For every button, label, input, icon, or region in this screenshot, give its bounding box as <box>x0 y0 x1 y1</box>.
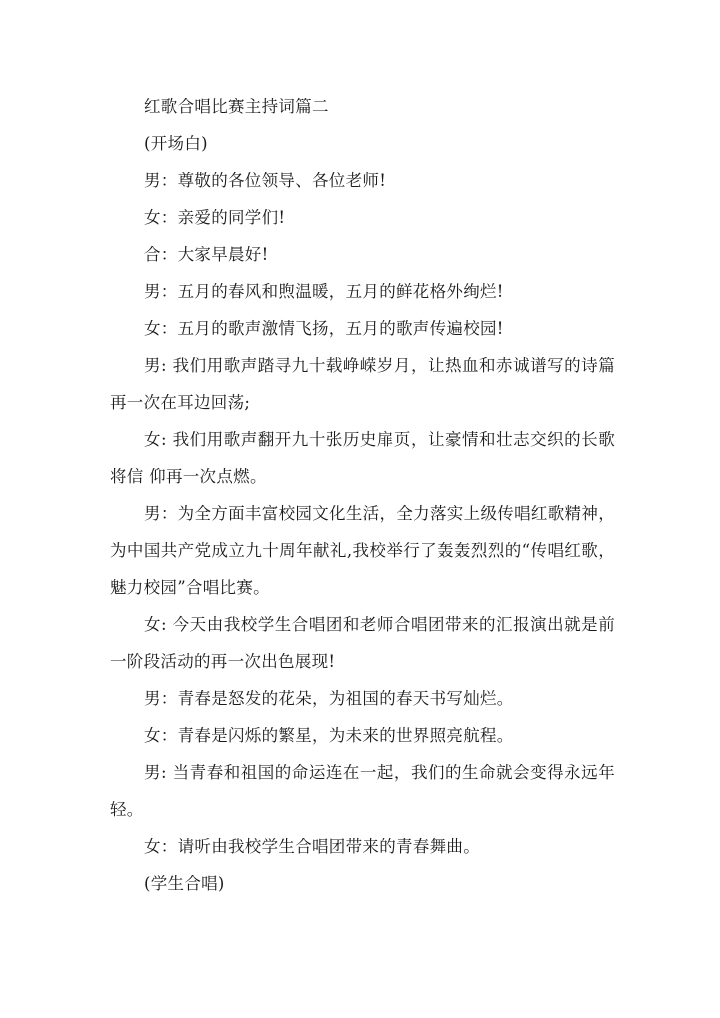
paragraph: 男：青春是怒发的花朵，为祖国的春天书写灿烂。 <box>144 689 514 708</box>
paragraph: 男：尊敬的各位领导、各位老师! <box>144 171 387 190</box>
paragraph-closing: (学生合唱) <box>144 874 225 893</box>
paragraph: 男：为全方面丰富校园文化生活，全力落实上级传唱红歌精神，为中国共产党成立九十周年献礼,我校举行了轰轰烈烈的“传唱红歌，魅力校园”合唱比赛。 <box>110 504 615 597</box>
paragraph: 男: 我们用歌声踏寻九十载峥嵘岁月，让热血和赤诚谱写的诗篇再一次在耳边回荡; <box>110 356 615 412</box>
paragraph: 男: 当青春和祖国的命运连在一起，我们的生命就会变得永远年轻。 <box>110 763 615 819</box>
paragraph: 女: 我们用歌声翻开九十张历史扉页，让豪情和壮志交织的长歌将信 仰再一次点燃。 <box>110 430 615 486</box>
paragraph: 女：青春是闪烁的繁星，为未来的世界照亮航程。 <box>144 726 514 745</box>
paragraph: 女：五月的歌声激情飞扬，五月的歌声传遍校园! <box>144 319 504 338</box>
paragraph: 合：大家早晨好! <box>144 245 269 264</box>
paragraph: 女：请听由我校学生合唱团带来的青春舞曲。 <box>144 837 480 856</box>
paragraph: 女：亲爱的同学们! <box>144 208 286 227</box>
document-title: 红歌合唱比赛主持词篇二 <box>144 97 329 116</box>
paragraph: 女: 今天由我校学生合唱团和老师合唱团带来的汇报演出就是前一阶段活动的再一次出色展现! <box>110 615 615 671</box>
document-body <box>110 88 615 902</box>
paragraph: 男：五月的春风和煦温暖，五月的鲜花格外绚烂! <box>144 282 504 301</box>
paragraph-opening: (开场白) <box>144 134 208 153</box>
